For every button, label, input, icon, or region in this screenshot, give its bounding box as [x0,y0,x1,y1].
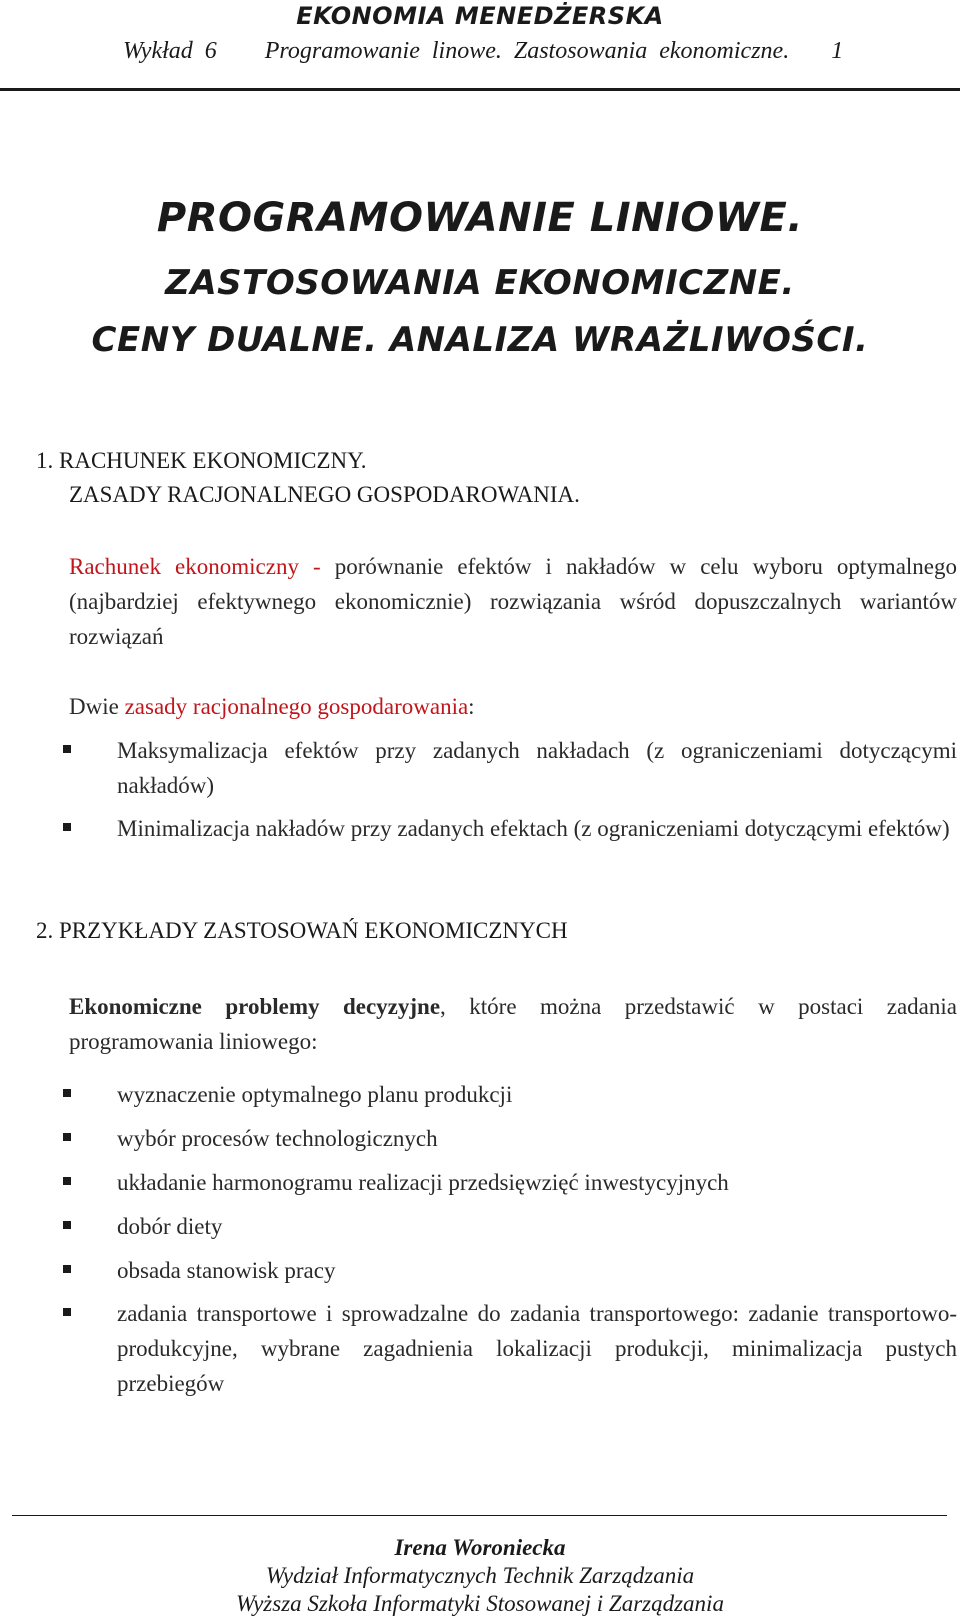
list-item-text: Maksymalizacja efektów przy zadanych nakładach (z ograniczeniami dotyczącymi nakładów) [117,738,957,798]
footer-department: Wydział Informatycznych Technik Zarządzania [265,1563,695,1588]
principles-prefix: Dwie [69,694,125,719]
section-2-heading: 2. PRZYKŁADY ZASTOSOWAŃ EKONOMICZNYCH [36,918,568,943]
definition-paragraph [69,549,957,654]
footer-school: Wyższa Szkoła Informatyki Stosowanej i Zarządzania [236,1591,724,1616]
course-title: EKONOMIA MENEDŻERSKA [296,2,664,30]
list-item-text: obsada stanowisk pracy [117,1258,336,1283]
main-title-line-3: CENY DUALNE. ANALIZA WRAŻLIWOŚCI. [91,320,869,360]
list-item-text: Minimalizacja nakładów przy zadanych efektach (z ograniczeniami dotyczącymi efektów) [117,816,950,841]
bullet-icon [63,1177,71,1185]
bullet-icon [63,823,71,831]
principles-intro [69,689,957,724]
section-1-subheading: ZASADY RACJONALNEGO GOSPODAROWANIA. [69,482,580,507]
page-number: 1 [831,38,844,64]
bullet-icon [63,1133,71,1141]
lecture-number: Wykład 6 [123,38,217,64]
bullet-icon [63,1221,71,1229]
list-item-text: dobór diety [117,1214,223,1239]
principles-term: zasady racjonalnego gospodarowania [124,694,469,719]
bullet-icon [63,1089,71,1097]
definition-term: Rachunek ekonomiczny - [69,554,321,579]
header-divider [0,88,960,91]
main-title-line-1: PROGRAMOWANIE LINIOWE. [156,195,804,241]
footer-author: Irena Woroniecka [394,1535,566,1560]
problems-text: , które można przedstawić w postaci zadania programowania liniowego: [69,994,957,1054]
principles-suffix: : [468,694,475,719]
problems-intro [69,989,957,1059]
list-item-text: wybór procesów technologicznych [117,1126,438,1151]
problems-term: Ekonomiczne problemy decyzyjne [69,994,441,1019]
definition-text: porównanie efektów i nakładów w celu wyboru optymalnego (najbardziej efektywnego ekonomicznie) rozwiązania wśród dopuszczalnych wariantów rozwiązań [69,554,958,649]
bullet-icon [63,1265,71,1273]
list-item-text: zadania transportowe i sprowadzalne do zadania transportowego: zadanie transportowo-produkcyjne, wybrane zagadnienia lokalizacji produkcji, minimalizacja pustych przebiegów [117,1301,957,1396]
section-1-heading: 1. RACHUNEK EKONOMICZNY. [36,448,367,473]
list-item-text: wyznaczenie optymalnego planu produkcji [117,1082,513,1107]
main-title-line-2: ZASTOSOWANIA EKONOMICZNE. [165,263,795,303]
list-item-text: układanie harmonogramu realizacji przedsięwzięć inwestycyjnych [117,1170,729,1195]
lecture-line [123,38,843,65]
bullet-icon [63,1308,71,1316]
footer-divider [12,1515,947,1516]
lecture-topic: Programowanie linowe. Zastosowania ekonomiczne. [264,38,790,64]
bullet-icon [63,745,71,753]
